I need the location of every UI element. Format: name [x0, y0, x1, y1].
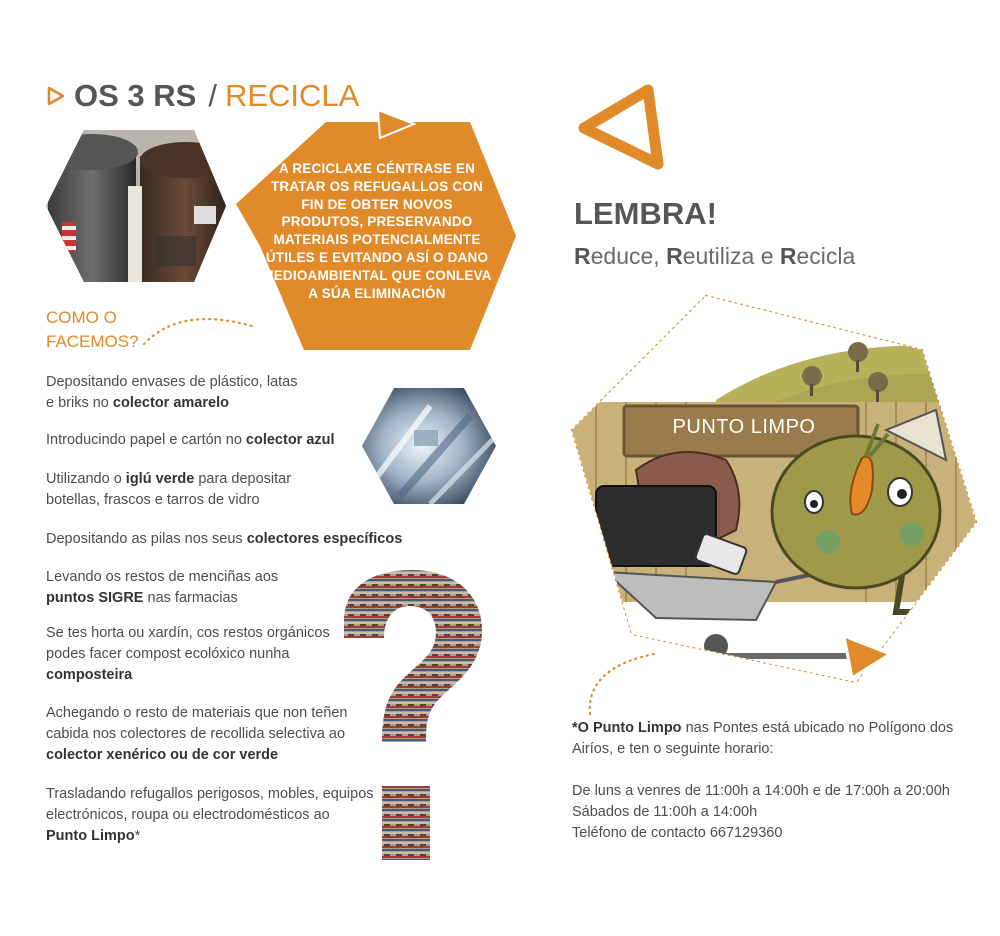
- punto-limpo-illustration: [566, 290, 986, 690]
- glass-bottles-photo: [360, 386, 498, 506]
- list-item: Depositando as pilas nos seus colectores específicos: [46, 531, 403, 547]
- reminder-motto: Reduce, Reutiliza e Recicla: [574, 243, 856, 269]
- question-mark-graphic: [336, 566, 486, 862]
- how-heading-line2: FACEMOS?: [46, 332, 139, 351]
- title-main: OS 3 RS: [74, 78, 197, 113]
- list-item: Trasladando refugallos perigosos, mobles, equipos electrónicos, roupa ou electrodomésticos ao Punto Limpo*: [46, 786, 374, 844]
- list-item: Se tes horta ou xardín, cos restos orgánicos podes facer compost ecolóxico nunha composteira: [46, 625, 330, 683]
- title-separator: /: [208, 78, 217, 113]
- info-lead: *O Punto Limpo: [572, 720, 682, 736]
- item-bold: colectores específicos: [246, 531, 403, 547]
- big-triangle-icon: [570, 78, 670, 182]
- item-bold: colector amarelo: [112, 395, 229, 411]
- item-bold: iglú verde: [125, 471, 195, 487]
- hours-weekdays: De luns a venres de 11:00h a 14:00h e de 17:00h a 20:00h: [572, 783, 950, 799]
- item-bold: colector xenérico ou de cor verde: [46, 747, 279, 763]
- dotted-curve: [140, 308, 260, 348]
- play-triangle-icon: [46, 85, 66, 107]
- how-heading-line1: COMO O: [46, 308, 117, 327]
- punto-limpo-sign: PUNTO LIMPO: [672, 416, 816, 438]
- title-subtitle: RECICLA: [224, 78, 360, 113]
- list-item: Levando os restos de menciñas aos puntos SIGRE nas farmacias: [46, 569, 279, 606]
- item-bold: colector azul: [245, 432, 335, 448]
- list-item: Introducindo papel e cartón no colector azul: [46, 432, 335, 448]
- list-item: Depositando envases de plástico, latas e briks no colector amarelo: [46, 374, 298, 411]
- reminder-title: LEMBRA!: [574, 196, 717, 231]
- contact-phone: Teléfono de contacto 667129360: [572, 825, 783, 841]
- recycling-bins-photo: [44, 126, 228, 286]
- dotted-curve-2: [578, 648, 658, 718]
- punto-limpo-info: *O Punto Limpo nas Pontes está ubicado no Polígono dos Airíos, e ten o seguinte horario: De luns a venres de 11:00h a 14:00h e de 17:00h a 20:00h Sábados de 11:00h a 14:00h Teléfono de contacto 667129360: [572, 718, 972, 844]
- hours-saturday: Sábados de 11:00h a 14:00h: [572, 804, 758, 820]
- item-bold: puntos SIGRE: [46, 590, 144, 606]
- list-item: Utilizando o iglú verde para depositar botellas, frascos e tarros de vidro: [46, 471, 292, 508]
- item-bold: composteira: [46, 667, 133, 683]
- callout-text: A RECICLAXE CÉNTRASE EN TRATAR OS REFUGALLOS CON FIN DE OBTER NOVOS PRODUTOS, PRESERVANDO MATERIAIS POTENCIALMENTE ÚTILES E EVITANDO ASÍ O DANO MEDIOAMBIENTAL QUE CONLEVA A SÚA ELIMINACIÓN: [262, 161, 492, 301]
- item-bold: Punto Limpo: [46, 828, 135, 844]
- list-item: Achegando o resto de materiais que non teñen cabida nos colectores de recollida selectiva ao colector xenérico ou de cor verde: [46, 705, 348, 763]
